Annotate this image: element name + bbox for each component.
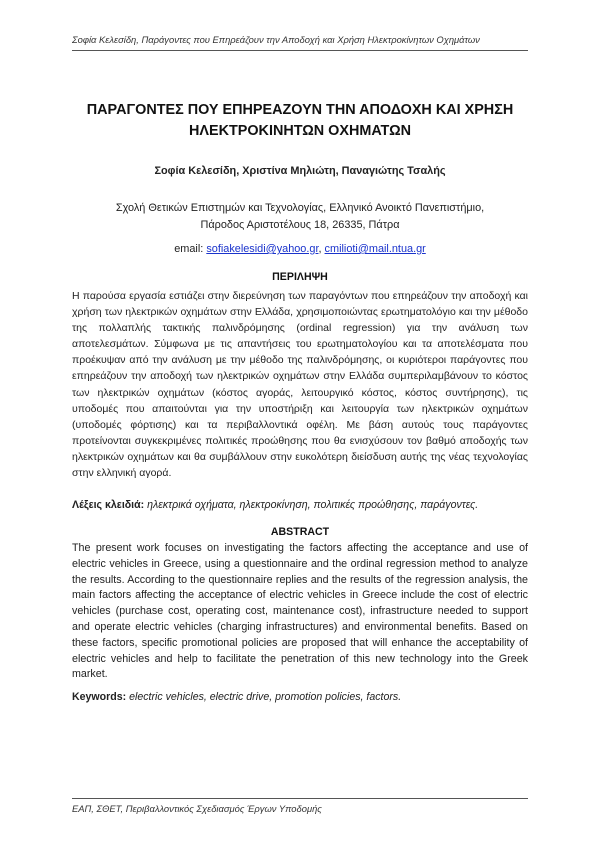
authors: Σοφία Κελεσίδη, Χριστίνα Μηλιώτη, Παναγιώτης Τσαλής (154, 165, 446, 177)
abstract-gr-heading: ΠΕΡΙΛΗΨΗ (272, 271, 328, 283)
keywords-gr-label: Λέξεις κλειδιά: (72, 499, 145, 511)
running-footer: ΕΑΠ, ΣΘΕΤ, Περιβαλλοντικός Σχεδιασμός Έργων Υποδομής (72, 803, 322, 814)
footer-rule (72, 798, 528, 799)
keywords-en-value: electric vehicles, electric drive, promotion policies, factors. (129, 691, 402, 703)
abstract-en-body: The present work focuses on investigating the factors affecting the acceptance and use of electric vehicles in Greece, using a questionnaire and the ordinal regression method to analyze the results. According to the questionnaire replies and the results of the regression analysis, the main factors affecting the acceptance of electric vehicles in Greece include the cost of electric vehicles (purchase cost, operating cost, maintenance cost), infrastructure needed to support and operate electric vehicles (charging infrastructures) and environmental benefits. Based on these factors, specific promotional policies are proposed that will enhance the acceptability of electric vehicles and help to facilitate the penetration of this new technology into the Greek market. (72, 542, 528, 681)
abstract-gr-body: Η παρούσα εργασία εστιάζει στην διερεύνηση των παραγόντων που επηρεάζουν την αποδοχή και χρήση των ηλεκτρικών οχημάτων στην Ελλάδα, χρησιμοποιώντας ερωτηματολόγιο και την μέθοδο της πολλαπλής τακτικής παλινδρόμησης (ordinal regression) για την ανάλυση των αποτελεσμάτων. Σύμφωνα με τις απαντήσεις του ερωτηματολογίου και τα αποτελέσματα που προέκυψαν από την ανάλυση με την μέθοδο της παλινδρόμησης, οι κυριότεροι παράγοντες που επηρεάζουν την αποδοχή των ηλεκτρικών οχημάτων στην Ελλάδα συμπεριλαμβάνουν το κόστος των ηλεκτρικών οχημάτων (κόστος αγοράς, λειτουργικό κόστος, κόστος συντήρησης), τις υποδομές που απαιτούνται για την υποστήριξη και λειτουργία των ηλεκτρικών οχημάτων (υποδομές φόρτισης) και τα περιβαλλοντικά οφέλη. Με βάση αυτούς τους παράγοντες προτείνονται συγκεκριμένες πολιτικές προώθησης που θα ενισχύσουν τον βαθμό αποδοχής των ηλεκτρικών οχημάτων και θα συμβάλλουν στην ευκολότερη διείσδυση αυτής της νέας τεχνολογίας στην ελληνική αγορά. (72, 290, 528, 480)
affiliation-line-2: Πάροδος Αριστοτέλους 18, 26335, Πάτρα (200, 219, 400, 231)
title-line-2: ΗΛΕΚΤΡΟΚΙΝΗΤΩΝ ΟΧΗΜΑΤΩΝ (188, 123, 412, 139)
affiliation-line-1: Σχολή Θετικών Επιστημών και Τεχνολογίας, Ελληνικό Ανοικτό Πανεπιστήμιο, (115, 202, 485, 214)
affiliation (72, 200, 528, 234)
header-rule (72, 50, 528, 51)
email-link-2[interactable]: cmilioti@mail.ntua.gr (324, 243, 426, 255)
running-header: Σοφία Κελεσίδη, Παράγοντες που Επηρεάζουν την Αποδοχή και Χρήση Ηλεκτροκίνητων Οχημάτων (72, 34, 480, 45)
title-line-1: ΠΑΡΑΓΟΝΤΕΣ ΠΟΥ ΕΠΗΡΕΑΖΟΥΝ ΤΗΝ ΑΠΟΔΟΧΗ ΚΑΙ ΧΡΗΣΗ (86, 102, 514, 118)
keywords-en-label: Keywords: (72, 691, 127, 703)
email-separator: , (318, 243, 322, 255)
email-label: email: (174, 243, 204, 255)
email-line (72, 243, 528, 255)
keywords-gr-value: ηλεκτρικά οχήματα, ηλεκτροκίνηση, πολιτικές προώθησης, παράγοντες. (147, 499, 479, 511)
email-link-1[interactable]: sofiakelesidi@yahoo.gr (206, 243, 319, 255)
keywords-gr (72, 499, 528, 511)
paper-title (72, 100, 528, 142)
abstract-en-heading: ABSTRACT (270, 526, 330, 538)
keywords-en (72, 691, 528, 703)
